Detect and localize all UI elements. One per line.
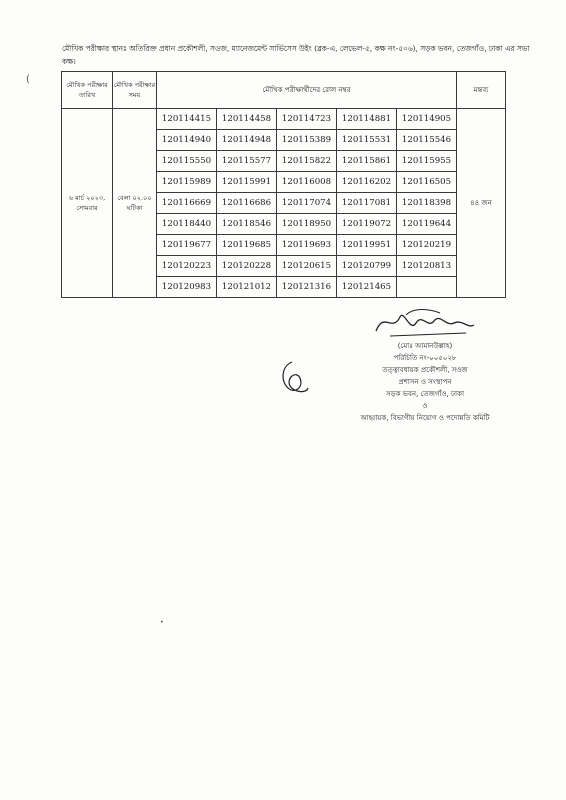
signatory-committee: আহ্বায়ক, বিভাগীয় নিয়োগ ও পদোন্নতি কমিটি: [360, 414, 490, 422]
roll-cell: 120115546: [397, 130, 457, 151]
roll-cell: 120116669: [157, 193, 217, 214]
roll-cell: 120114415: [157, 109, 217, 130]
signatory-name: (মোঃ আমানউল্লাহ): [397, 342, 453, 350]
roll-cell: 120120983: [157, 277, 217, 298]
roll-cell: 120114881: [337, 109, 397, 130]
roll-cell: 120115577: [217, 151, 277, 172]
roll-cell: 120114940: [157, 130, 217, 151]
roll-cell: [397, 277, 457, 298]
roll-cell: 120119693: [277, 235, 337, 256]
roll-cell: 120114905: [397, 109, 457, 130]
roll-cell: 120120228: [217, 256, 277, 277]
stray-mark: •: [160, 619, 164, 626]
roll-cell: 120117081: [337, 193, 397, 214]
roll-cell: 120115991: [217, 172, 277, 193]
roll-cell: 120118950: [277, 214, 337, 235]
roll-cell: 120120615: [277, 256, 337, 277]
roll-cell: 120115861: [337, 151, 397, 172]
roll-cell: 120120219: [397, 235, 457, 256]
margin-mark: (: [26, 74, 30, 85]
roll-cell: 120115550: [157, 151, 217, 172]
roll-cell: 120121012: [217, 277, 277, 298]
roll-cell: 120121465: [337, 277, 397, 298]
roll-cell: 120116008: [277, 172, 337, 193]
roll-cell: 120119685: [217, 235, 277, 256]
exam-time-cell: বেলা ০২.০০ ঘটিকা: [113, 109, 157, 298]
roll-cell: 120118440: [157, 214, 217, 235]
roll-cell: 120118546: [217, 214, 277, 235]
roll-cell: 120115955: [397, 151, 457, 172]
roll-cell: 120119951: [337, 235, 397, 256]
remarks-cell: ৪৪ জন: [457, 109, 506, 298]
signatory-block: [300, 340, 550, 424]
signatory-address: সড়ক ভবন, তেজগাঁও, ঢাকা: [386, 390, 464, 398]
roll-cell: 120114723: [277, 109, 337, 130]
roll-cell: 120120813: [397, 256, 457, 277]
roll-cell: 120115531: [337, 130, 397, 151]
roll-cell: 120119072: [337, 214, 397, 235]
signatory-id: পরিচিতি নং-০০৫০২৮: [393, 354, 457, 362]
header-date: মৌখিক পরীক্ষার তারিখ: [62, 72, 113, 109]
signatory-conjunction: ও: [422, 402, 428, 410]
roll-cell: 120121316: [277, 277, 337, 298]
header-roll-numbers: মৌখিক পরীক্ষার্থীদের রোল নম্বর: [157, 72, 457, 109]
roll-cell: 120115989: [157, 172, 217, 193]
roll-number-table: [61, 71, 506, 298]
roll-cell: 120120799: [337, 256, 397, 277]
roll-cell: 120119644: [397, 214, 457, 235]
header-remarks: মন্তব্য: [457, 72, 506, 109]
roll-cell: 120115389: [277, 130, 337, 151]
roll-cell: 120117074: [277, 193, 337, 214]
roll-cell: 120114948: [217, 130, 277, 151]
roll-cell: 120120223: [157, 256, 217, 277]
roll-cell: 120115822: [277, 151, 337, 172]
signatory-designation: তত্ত্বাবধায়ক প্রকৌশলী, সওজ: [382, 366, 468, 374]
roll-cell: 120114458: [217, 109, 277, 130]
roll-cell: 120116202: [337, 172, 397, 193]
signature-mark: [370, 303, 480, 343]
header-time: মৌখিক পরীক্ষার সময়: [113, 72, 157, 109]
roll-cell: 120116686: [217, 193, 277, 214]
signatory-office: প্রশাসন ও সংস্থাপন: [398, 378, 452, 386]
roll-cell: 120116505: [397, 172, 457, 193]
exam-venue-text: মৌখিক পরীক্ষার স্থানঃ অতিরিক্ত প্রধান প্রকৌশলী, সওজ, ম্যানেজমেন্ট সার্ভিসেস উইং (ব্লক-এ, লেভেল-৫, কক্ষ নং-৫০৬), সড়ক ভবন, তেজগাঁও, ঢাকা এর সভা কক্ষ।: [62, 44, 530, 66]
exam-date-cell: ৬ মার্চ ২০২৩, সোমবার: [62, 109, 113, 298]
table-header-row: [62, 72, 506, 109]
roll-cell: 120118398: [397, 193, 457, 214]
roll-cell: 120119677: [157, 235, 217, 256]
table-row: [62, 109, 506, 130]
